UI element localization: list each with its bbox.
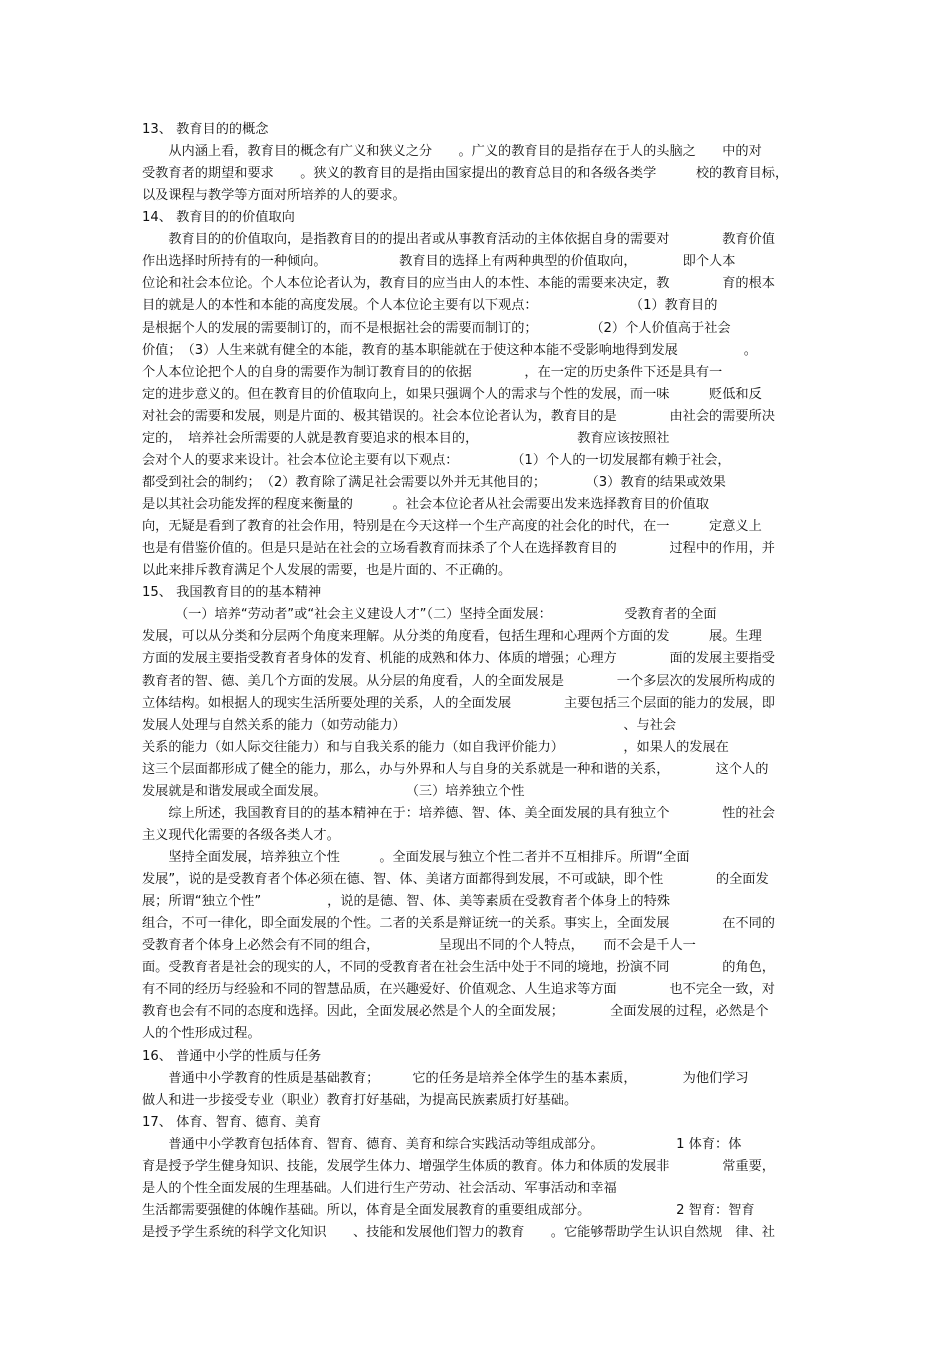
- text-line: 对社会的需要和发展，则是片面的、极其错误的。社会本位论者认为，教育目的是 由社会的需要所决: [142, 408, 775, 424]
- text-line: 坚持全面发展，培养独立个性 。全面发展与独立个性二者并不互相排斥。所谓“全面: [142, 849, 690, 865]
- text-line: 是授予学生系统的科学文化知识 、技能和发展他们智力的教育 。它能够帮助学生认识自然规 律、社: [142, 1225, 775, 1240]
- text-line: 作出选择时所持有的一种倾向。 教育目的选择上有两种典型的价值取向， 即个人本: [142, 254, 736, 270]
- text-line: 发展就是和谐发展或全面发展。 （三）培养独立个性: [142, 783, 525, 799]
- text-line: 也是有借鉴价值的。但是只是站在社会的立场看教育而抹杀了个人在选择教育目的 过程中的作用，并: [142, 541, 775, 557]
- text-line: 普通中小学教育的性质是基础教育； 它的任务是培养全体学生的基本素质， 为他们学习: [142, 1070, 749, 1086]
- text-line: 15、 我国教育目的的基本精神: [142, 585, 322, 601]
- text-line: 是根据个人的发展的需要制订的，而不是根据社会的需要而制订的； （2）个人价值高于社会: [142, 320, 731, 336]
- text-line: 教育也会有不同的态度和选择。因此，全面发展必然是个人的全面发展； 全面发展的过程，必然是个: [142, 1004, 769, 1020]
- text-line: 组合，不可一律化，即全面发展的个性。二者的关系是辩证统一的关系。事实上，全面发展 在不同的: [142, 916, 775, 932]
- text-line: 生活都需要强健的体魄作基础。所以，体育是全面发展教育的重要组成部分。 2 智育：智育: [142, 1202, 755, 1218]
- text-line: 关系的能力（如人际交往能力）和与自我关系的能力（如自我评价能力） ，如果人的发展在: [142, 739, 729, 755]
- text-line: 17、 体育、智育、德育、美育: [142, 1114, 322, 1130]
- text-line: 发展”，说的是受教育者个体必须在德、智、体、美诸方面都得到发展，不可或缺，即个性 的全面发: [142, 872, 769, 888]
- text-line: 目的就是人的本性和本能的高度发展。个人本位论主要有以下观点： （1）教育目的: [142, 298, 718, 314]
- text-line: 立体结构。如根据人的现实生活所要处理的关系，人的全面发展 主要包括三个层面的能力的发展，即: [142, 695, 775, 711]
- text-line: 受教育者个体身上必然会有不同的组合， 呈现出不同的个人特点， 而不会是千人一: [142, 938, 696, 954]
- text-line: 受教育者的期望和要求 。狭义的教育目的是指由国家提出的教育总目的和各级各类学 校的教育目标，: [142, 166, 789, 182]
- text-line: 向，无疑是看到了教育的社会作用，特别是在今天这样一个生产高度的社会化的时代，在一 定意义上: [142, 519, 762, 535]
- text-line: 做人和进一步接受专业（职业）教育打好基础，为提高民族素质打好基础。: [142, 1092, 578, 1108]
- text-line: 这三个层面都形成了健全的能力，那么，办与外界和人与自身的关系就是一种和谐的关系， 这个人的: [142, 761, 769, 777]
- text-line: 综上所述，我国教育目的的基本精神在于：培养德、智、体、美全面发展的具有独立个 性的社会: [142, 805, 775, 821]
- text-line: 普通中小学教育包括体育、智育、德育、美育和综合实践活动等组成部分。 1 体育：体: [142, 1136, 742, 1152]
- text-line: 教育者的智、德、美几个方面的发展。从分层的角度看，人的全面发展是 一个多层次的发展所构成的: [142, 673, 775, 689]
- text-line: 个人本位论把个人的自身的需要作为制订教育目的的依据 ，在一定的历史条件下还是具有一: [142, 364, 723, 380]
- text-line: 价值； （3）人生来就有健全的本能，教育的基本职能就在于使这种本能不受影响地得到发展 。: [142, 342, 757, 358]
- text-line: 从内涵上看，教育目的概念有广义和狭义之分 。广义的教育目的是指存在于人的头脑之 中的对: [142, 144, 762, 160]
- text-line: 主义现代化需要的各级各类人才。: [142, 827, 340, 843]
- text-line: 发展，可以从分类和分层两个角度来理解。从分类的角度看，包括生理和心理两个方面的发 展。生理: [142, 629, 762, 645]
- text-line: 面。受教育者是社会的现实的人，不同的受教育者在社会生活中处于不同的境地，扮演不同 的角色，: [142, 960, 775, 976]
- text-line: 定的进步意义的。但在教育目的价值取向上，如果只强调个人的需求与个性的发展，而一味 贬低和反: [142, 386, 762, 402]
- text-line: 教育目的的价值取向，是指教育目的的提出者或从事教育活动的主体依据自身的需要对 教育价值: [142, 232, 775, 248]
- text-line: 16、 普通中小学的性质与任务: [142, 1048, 322, 1064]
- text-line: 发展人处理与自然关系的能力（如劳动能力） 、与社会: [142, 717, 677, 733]
- text-line: 以此来排斥教育满足个人发展的需要，也是片面的、不正确的。: [142, 563, 512, 579]
- text-line: 是人的个性全面发展的生理基础。人们进行生产劳动、社会活动、军事活动和幸福: [142, 1180, 617, 1196]
- text-line: 以及课程与教学等方面对所培养的人的要求。: [142, 188, 406, 204]
- text-line: 有不同的经历与经验和不同的智慧品质，在兴趣爱好、价值观念、人生追求等方面 也不完全一致，对: [142, 982, 775, 998]
- text-line: 人的个性形成过程。: [142, 1026, 261, 1042]
- text-line: 定的， 培养社会所需要的人就是教育要追求的根本目的， 教育应该按照社: [142, 430, 670, 446]
- text-line: 位论和社会本位论。个人本位论者认为，教育目的应当由人的本性、本能的需要来决定，教 育的根本: [142, 276, 775, 292]
- text-line: 13、 教育目的的概念: [142, 122, 269, 137]
- text-line: 是以其社会功能发挥的程度来衡量的 。社会本位论者从社会需要出发来选择教育目的价值取: [142, 497, 710, 513]
- text-line: 14、 教育目的的价值取向: [142, 210, 295, 226]
- text-line: 展；所谓“独立个性” ，说的是德、智、体、美等素质在受教育者个体身上的特殊: [142, 894, 670, 910]
- text-line: 育是授予学生健身知识、技能，发展学生体力、增强学生体质的教育。体力和体质的发展非 常重要，: [142, 1158, 775, 1174]
- text-line: （一）培养“劳动者”或“社会主义建设人才”（二）坚持全面发展： 受教育者的全面: [142, 607, 717, 623]
- text-line: 都受到社会的制约； （2）教育除了满足社会需要以外并无其他目的； （3）教育的结果或效果: [142, 474, 726, 490]
- text-line: 会对个人的要求来设计。社会本位论主要有以下观点： （1）个人的一切发展都有赖于社会，: [142, 452, 731, 468]
- text-line: 方面的发展主要指受教育者身体的发育、机能的成熟和体力、体质的增强；心理方 面的发展主要指受: [142, 651, 775, 667]
